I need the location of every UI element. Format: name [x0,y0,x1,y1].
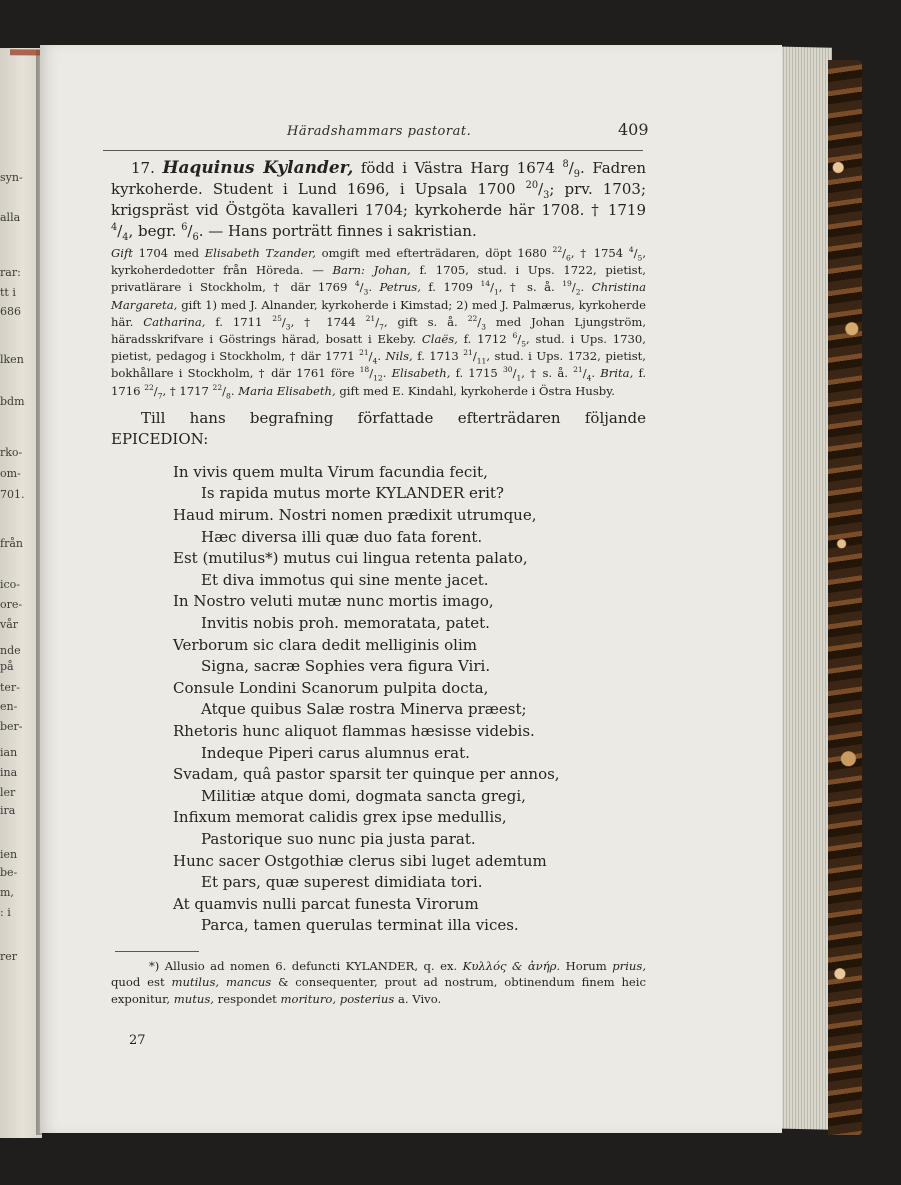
family-text: , † s. å. [521,366,574,381]
left-page-fragment: m, [0,886,14,899]
left-page-fragment: om- [0,467,21,480]
family-text: gift 1) med J. Alnander, kyrkoherde i Kimstad; 2) med J. Palmærus, kyrkoherde här. [111,297,646,329]
family-text: Christina Margareta, [111,280,646,312]
date-fraction: 1 [516,373,522,383]
left-page-fragment: : i [0,906,11,919]
left-page-fragment: tt i [0,286,16,299]
date-fraction: 4 [122,232,129,243]
left-page-fragment: rar: [0,266,21,279]
date-fraction: 3 [543,190,550,201]
date-fraction: 22 [467,313,478,323]
entry-text: . Fadren kyrkoherde. Student i Lund 1696, i Upsala 1700 [111,159,646,198]
date-fraction: 22 [212,382,223,392]
poem-line: Haud mirum. Nostri nomen prædixit utrumque, [173,506,537,525]
poem-line: Invitis nobis proh. memoratata, patet. [201,613,490,632]
family-text: Maria Elisabeth, [238,383,336,398]
date-fraction: 8 [562,159,569,170]
family-text: Claës, [421,332,458,347]
left-page-fragment: ien [0,848,18,861]
poem-line: Svadam, quâ pastor sparsit ter quinque per annos, [173,765,560,784]
poem-line: Et pars, quæ superest dimidiata tori. [201,873,483,892]
poem-line: Parca, tamen querulas terminat illa vices. [201,916,519,935]
date-fraction: 20 [525,180,539,191]
poem-line: Atque quibus Salæ rostra Minerva præest; [201,700,527,719]
family-text: Elisabeth, [391,366,451,381]
left-page-fragment: rer [0,950,18,963]
family-text: omgift med efterträdaren, döpt 1680 [316,246,553,260]
date-fraction: 6 [181,222,188,233]
date-fraction: 4 [354,279,360,289]
left-page-fragment: ico- [0,578,21,591]
family-text: f. 1712 [457,332,513,347]
family-text: Gift [111,246,133,260]
family-text: , stud. i Ups. 1732, pietist, bokhållare i Stockholm, † där 1761 före [111,349,646,381]
date-fraction: 8 [226,390,231,400]
family-text: med Johan Ljungström, häradsskrifvare i Göstrings härad, bosatt i Ekeby. [111,314,646,347]
poem-line: Indeque Piperi carus alumnus erat. [201,743,470,762]
family-text: . [368,280,380,295]
poem-line: Militiæ atque domi, dogmata sancta gregi, [201,786,526,805]
date-fraction: 3 [285,322,291,332]
poem-line: Infixum memorat calidis grex ipse medullis, [173,808,507,827]
family-text: . [377,349,386,364]
footnote-text: mutilus, mancus [171,975,272,990]
signature-folio: 27 [129,1033,146,1049]
family-text: Elisabeth Tzander, [204,246,316,260]
family-text: f. 1705, stud. i Ups. 1722, pietist, privatlärare i Stockholm, † där 1769 [111,263,646,295]
family-text: , † s. å. [498,280,563,295]
poem-line: Hæc diversa illi quæ duo fata forent. [201,527,483,546]
date-fraction: 4 [111,222,118,233]
family-text: f. 1715 [450,366,503,381]
family-text: , † 1717 [162,383,213,398]
family-text: , † 1744 [290,314,366,329]
page-body [111,158,646,1048]
family-text: f. 1709 [420,280,481,295]
footnote-text: *) Allusio ad nomen 6. defuncti KYLANDER, q. ex. [149,958,463,973]
family-text: f. 1713 [412,349,464,364]
family-text: Brita, [600,366,634,381]
footnote-text: quod est [111,975,172,990]
date-fraction: 21 [573,365,583,375]
poem-line: Rhetoris hunc aliquot flammas hæsisse videbis. [173,721,535,740]
family-text: 1704 med [132,246,205,260]
family-text: , stud. i Ups. 1730, pietist, pedagog i Stockholm, † där 1771 [111,332,646,364]
date-fraction: 1 [493,287,499,297]
left-page-fragment: syn- [0,171,23,184]
family-text: f. 1716 [111,366,647,398]
family-notes: Gift 1704 med Elisabeth Tzander, omgift med efterträdaren, döpt 1680 $^{22}/_6$, † 1754 $^4/_5$, kyrkoherdedotter från Höreda. — Barn: Johan, f. 1705, stud. i Ups. 1722, pietist, privatlärare i Stockholm, † där 1769 $^4/_3$. Petrus, f. 1709 $^{14}/_1$, † s. å. $^{19}/_2$. Christina Margareta, gift 1) med J. Alnander, kyrkoherde i Kimstad; 2) med J. Palmærus, kyrkoherde här. Catharina, f. 1711 $^{25}/_3$, † 1744 $^{21}/_7$, gift s. å. $^{22}/_3$ med Johan Ljungström, häradsskrifvare i Göstrings härad, bosatt i Ekeby. Claës, f. 1712 $^6/_5$, stud. i Ups. 1730, pietist, pedagog i Stockholm, † där 1771 $^{21}/_4$. Nils, f. 1713 $^{21}/_{11}$, stud. i Ups. 1732, pietist, bokhållare i Stockholm, † där 1761 före $^{18}/_{12}$. Elisabeth, f. 1715 $^{30}/_1$, † s. å. $^{21}/_4$. Brita, f. 1716 $^{22}/_7$, † 1717 $^{22}/_8$. Maria Elisabeth, gift med E. Kindahl, kyrkoherde i Östra Husby. [111,245,647,400]
date-fraction: 4 [586,373,592,383]
date-fraction: 25 [272,313,282,323]
date-fraction: 19 [562,279,572,289]
left-page-fragment: 701. [0,488,25,501]
family-text: . [591,366,601,381]
entry-text: . — Hans porträtt finnes i sakristian. [198,222,477,240]
epicedion-intro: Till hans begrafning författade efterträdaren följande EPICEDION: [111,408,646,448]
footnote-text: a. Vivo. [394,991,442,1006]
family-text: Catharina, [143,314,206,329]
date-fraction: 5 [637,253,643,263]
marbled-cover [828,60,862,1135]
running-title: Häradshammars pastorat. [287,124,472,139]
date-fraction: 21 [463,348,473,358]
footnote-text: respondet [213,991,281,1006]
poem-line: In Nostro veluti mutæ nunc mortis imago, [173,592,494,611]
page-number: 409 [618,120,649,139]
footnote-text: & consequenter, prout ad nostrum, obtinendum finem heic exponitur, [111,975,646,1006]
left-page-fragment: rko- [0,446,23,459]
footnote-greek: Κυλλός & ἀνήρ. [462,958,561,973]
family-text: gift med E. Kindahl, kyrkoherde i Östra Husby. [335,383,615,398]
date-fraction: 6 [566,253,571,263]
date-fraction: 3 [363,287,369,297]
poem-line: In vivis quem multa Virum facundia fecit, [173,462,488,481]
entry-text: , begr. [128,222,182,240]
family-text: . [580,280,592,295]
poem-line: Consule Londini Scanorum pulpita docta, [173,678,489,697]
date-fraction: 6 [512,331,518,341]
date-fraction: 7 [379,322,384,332]
family-text: f. 1711 [205,314,273,329]
family-text: , kyrkoherdedotter från Höreda. — [111,246,647,278]
date-fraction: 3 [481,322,486,332]
poem-line: Pastorique suo nunc pia justa parat. [201,829,476,848]
left-page-fragment: alla [0,211,21,224]
left-page-fragment: ira [0,804,16,817]
footnote-text: prius, [612,958,647,973]
family-text: , † 1754 [570,246,629,260]
date-fraction: 21 [359,348,369,358]
left-page-fragment: bdm [0,395,25,408]
left-page-fragment: 686 [0,305,21,318]
left-page-fragment: be- [0,866,18,879]
date-fraction: 2 [575,287,581,297]
date-fraction: 9 [573,169,580,180]
family-text: Petrus, [379,280,421,295]
left-page-fragment: lken [0,353,24,366]
date-fraction: 22 [144,382,154,392]
entry-number: 17. [131,159,155,177]
left-page-fragment: ore- [0,598,23,611]
left-page-fragment: vår [0,618,19,631]
entry-text: född i Västra Harg 1674 [353,159,563,177]
left-page-fragment: ina [0,766,18,779]
entry-text: ; prv. 1703; krigspräst vid Östgöta kavalleri 1704; kyrkoherde här 1708. † 1719 [111,180,646,219]
poem-line: Signa, sacræ Sophies vera figura Viri. [201,657,491,676]
date-fraction: 12 [373,373,383,383]
footnote-rule [115,951,199,952]
biography-entry: 17. Haquinus Kylander, född i Västra Harg 1674 $^8/_9$. Fadren kyrkoherde. Student i Lund 1696, i Upsala 1700 $^{20}/_3$; prv. 1703; krigspräst vid Östgöta kavalleri 1704; kyrkoherde här 1708. † 1719 $^4/_4$, begr. $^6/_6$. — Hans porträtt finnes i sakristian. [111,158,646,243]
left-page-fragment: ler [0,786,16,799]
family-text: , gift s. å. [383,314,468,329]
date-fraction: 6 [192,232,199,243]
poem-line: Est (mutilus*) mutus cui lingua retenta palato, [173,549,528,568]
poem-line: Verborum sic clara dedit melliginis olim [173,635,477,654]
date-fraction: 14 [480,279,491,289]
poem-line: At quamvis nulli parcat funesta Virorum [173,894,479,913]
epicedion-poem [173,462,646,937]
family-text: . [382,366,392,381]
left-page-fragment: ter- [0,681,20,694]
footnote-text: Horum [560,958,613,973]
date-fraction: 11 [476,356,487,366]
poem-line: Hunc sacer Ostgothiæ clerus sibi luget ademtum [173,851,547,870]
family-text: . [230,383,239,398]
date-fraction: 7 [157,390,163,400]
entry-name: Haquinus Kylander, [162,158,354,178]
header-rule [103,150,643,151]
date-fraction: 30 [502,365,513,375]
footnote-text: mutus, [173,991,214,1006]
footnote-text: morituro, posterius [280,991,395,1006]
date-fraction: 18 [359,365,370,375]
left-page-fragment: på [0,660,14,673]
left-page-fragment: från [0,537,23,550]
family-text: Nils, [385,349,413,364]
footnote [111,958,646,1008]
date-fraction: 4 [628,245,634,255]
date-fraction: 5 [521,339,526,349]
poem-line: Is rapida mutus morte KYLANDER erit? [201,484,504,503]
date-fraction: 21 [365,313,376,323]
left-page-fragment: nde [0,644,21,657]
date-fraction: 22 [552,245,563,255]
date-fraction: 4 [372,356,378,366]
family-text: Barn: Johan, [332,263,411,278]
left-page-fragment: ian [0,746,18,759]
left-page-fragment: en- [0,700,18,713]
left-page-fragment: ber- [0,720,23,733]
poem-line: Et diva immotus qui sine mente jacet. [201,570,489,589]
